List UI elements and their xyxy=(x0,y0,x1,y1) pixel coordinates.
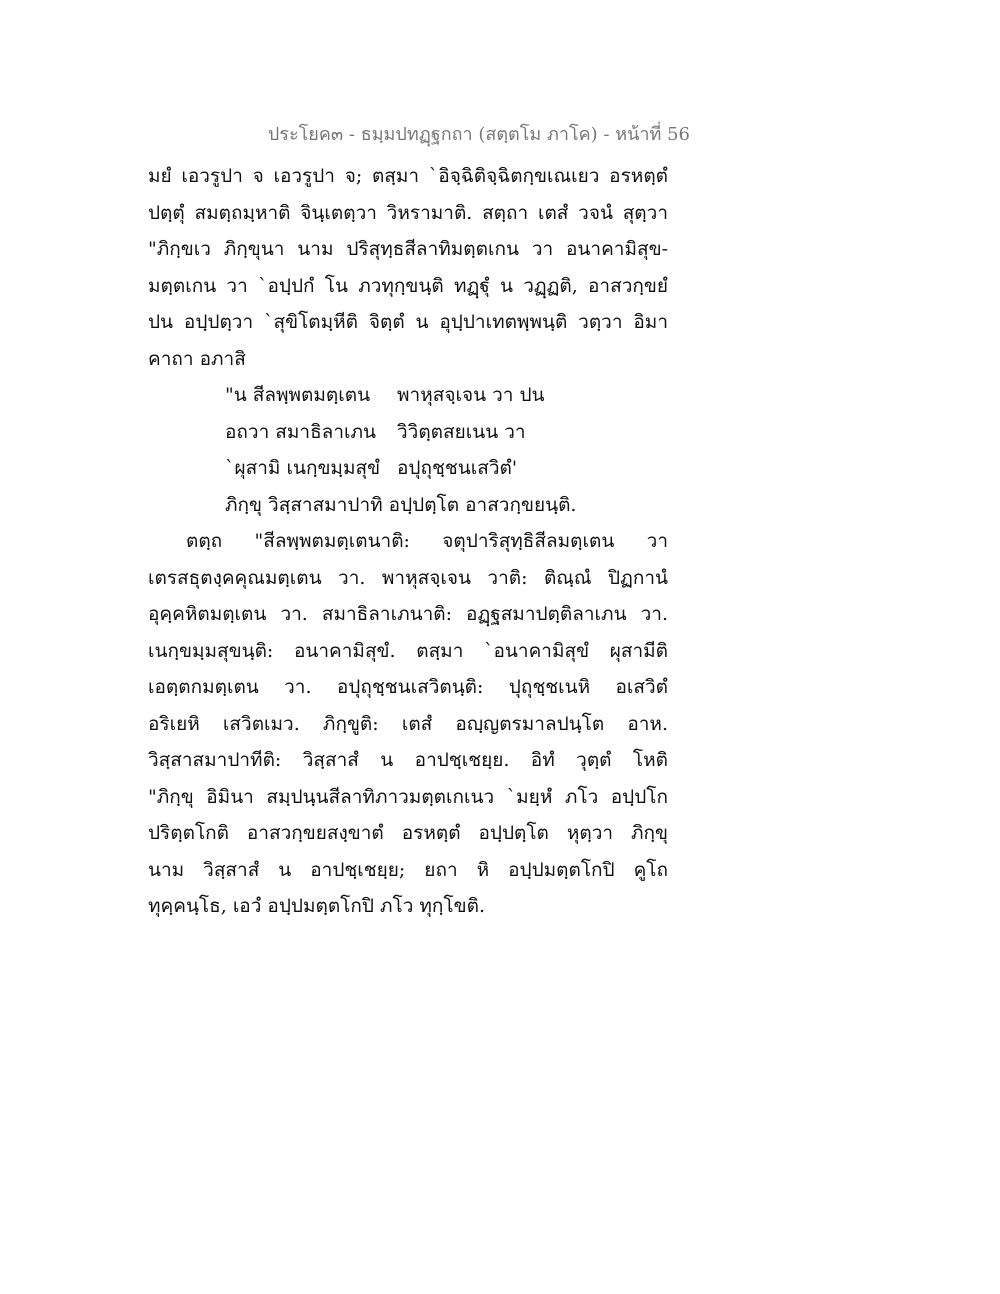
text-line: มยํ เอวรูปา จ เอวรูปา จ; ตสฺมา `อิจฺฉิติจฺฉิตกฺขเณเยว อรหตฺตํ xyxy=(148,165,668,187)
verse-half: พาหุสจฺเจน วา ปน xyxy=(397,384,545,406)
text-line: อริเยหิ เสวิตเมว. ภิกฺขูติ: เตสํ อญฺญตรมาลปนฺโต อาห. xyxy=(148,712,668,735)
text-line: ปน อปฺปตฺวา `สุขิโตมฺหีติ จิตฺตํ น อุปฺปาเทตพฺพนฺติ วตฺวา อิมา xyxy=(148,311,668,333)
text-line: "ภิกฺขเว ภิกฺขุนา นาม ปริสุทฺธสีลาทิมตฺตเกน วา อนาคามิสุข- xyxy=(148,238,668,260)
text-line: ตตฺถ "สีลพฺพตมตฺเตนาติ: จตุปาริสุทฺธิสีลมตฺเตน วา xyxy=(186,530,668,552)
page-header: ประโยค๓ - ธมฺมปทฏฺฐกถา (สตฺตโม ภาโค) - หน้าที่ 56 xyxy=(267,124,690,145)
text-line: วิสฺสาสมาปาทีติ: วิสฺสาสํ น อาปชฺเชยฺย. อิทํ วุตฺตํ โหติ xyxy=(148,749,668,771)
text-line: เอตฺตกมตฺเตน วา. อปุถุชฺชนเสวิตนฺติ: ปุถุชฺชเนหิ อเสวิตํ xyxy=(148,676,668,698)
text-line: ปริตฺตโกติ อาสวกฺขยสงฺขาตํ อรหตฺตํ อปฺปตฺโต หุตฺวา ภิกฺขุ xyxy=(148,822,668,844)
verse-half: `ผุสามิ เนกฺขมฺมสุขํ xyxy=(225,457,381,479)
text-line: เตรสธุตงฺคคุณมตฺเตน วา. พาหุสจฺเจน วาติ: ติณฺณํ ปิฏกานํ xyxy=(148,566,668,589)
verse-line xyxy=(148,414,668,451)
text-line: ทุคฺคนฺโธ, เอวํ อปฺปมตฺตโกปิ ภโว ทุกฺโขติ. xyxy=(148,895,486,917)
text-line: มตฺตเกน วา `อปฺปกํ โน ภวทุกฺขนฺติ ทฏฺฐุํ น วฏฺฏติ, อาสวกฺขยํ xyxy=(148,274,668,297)
verse-line: ภิกฺขุ วิสฺสาสมาปาทิ อปฺปตฺโต อาสวกฺขยนฺติ. xyxy=(225,493,577,516)
text-line: เนกฺขมฺมสุขนฺติ: อนาคามิสุขํ. ตสฺมา `อนาคามิสุขํ ผุสามีติ xyxy=(148,639,668,662)
text-line: ปตฺตุํ สมตฺถมฺหาติ จินฺเตตฺวา วิหรามาติ. สตฺถา เตสํ วจนํ สุตฺวา xyxy=(148,201,668,224)
verse-line xyxy=(148,450,668,487)
text-line: อุคฺคหิตมตฺเตน วา. สมาธิลาเภนาติ: อฏฺฐสมาปตฺติลาเภน วา. xyxy=(148,603,668,625)
verse-line xyxy=(148,377,668,414)
verse-half: อปุถุชฺชนเสวิตํ' xyxy=(397,457,518,479)
text-line: นาม วิสฺสาสํ น อาปชฺเชยฺย; ยถา หิ อปฺปมตฺตโกปิ คูโถ xyxy=(148,858,668,881)
text-line: "ภิกฺขุ อิมินา สมฺปนฺนสีลาทิภาวมตฺตเกเนว `มยฺหํ ภโว อปฺปโก xyxy=(148,785,668,808)
verse-half: วิวิตฺตสยเนน วา xyxy=(397,420,526,443)
verse-half: "น สีลพฺพตมตฺเตน xyxy=(225,384,371,406)
verse-half: อถวา สมาธิลาเภน xyxy=(225,420,376,443)
text-line: คาถา อภาสิ xyxy=(148,347,246,370)
body-text xyxy=(148,158,668,925)
